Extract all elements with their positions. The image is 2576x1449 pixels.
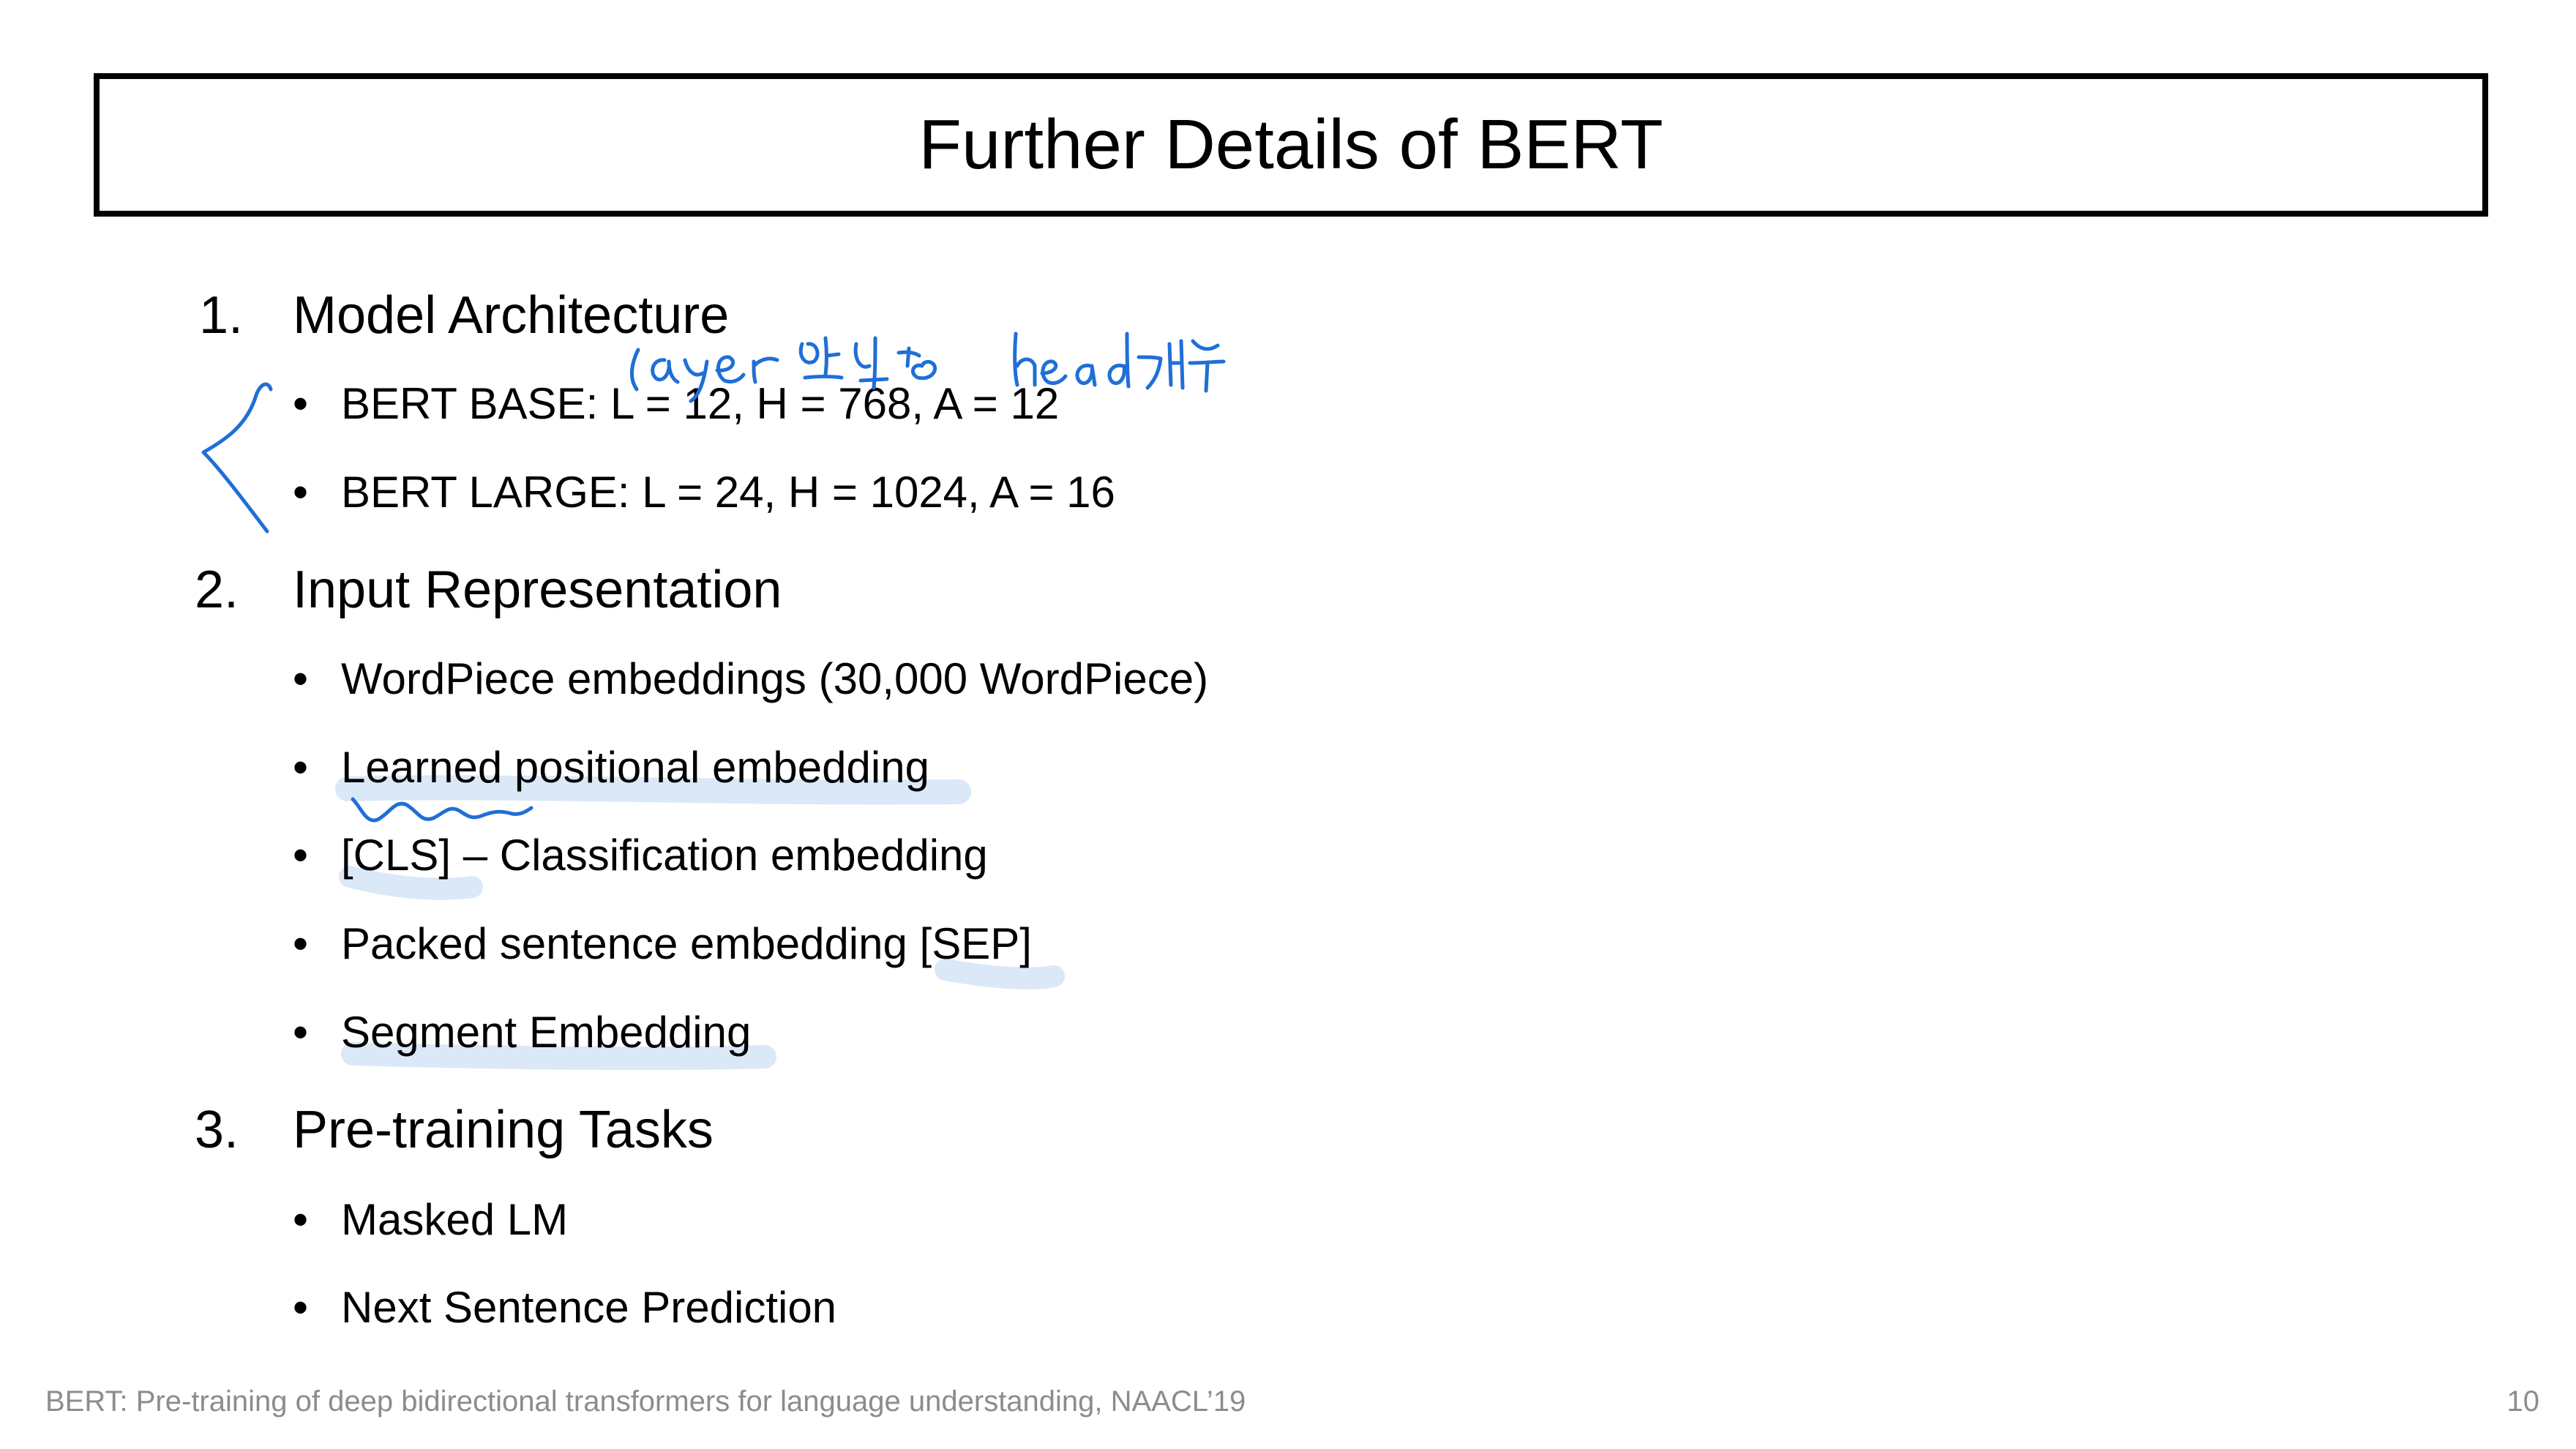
section-label-input-representation: Input Representation xyxy=(293,561,782,619)
bullet-dot: • xyxy=(293,1008,309,1057)
bullet-packed-sentence-embedding: Packed sentence embedding [SEP] xyxy=(341,919,1032,968)
section-number-2: 2. xyxy=(195,561,239,619)
section-number-3: 3. xyxy=(195,1101,239,1159)
bullet-masked-lm: Masked LM xyxy=(341,1195,569,1244)
squiggle-underline-learned xyxy=(353,799,531,820)
bullet-segment-embedding: Segment Embedding xyxy=(341,1008,752,1057)
section-label-model-architecture: Model Architecture xyxy=(293,286,730,345)
section-label-pre-training-tasks: Pre-training Tasks xyxy=(293,1101,714,1159)
footer-citation: BERT: Pre-training of deep bidirectional transformers for language understanding, NAACL’19 xyxy=(45,1385,1246,1418)
bullet-learned-positional-embedding: Learned positional embedding xyxy=(341,743,929,792)
bullet-cls-embedding: [CLS] – Classification embedding xyxy=(341,831,988,880)
bullet-dot: • xyxy=(293,468,309,517)
bullet-dot: • xyxy=(293,919,309,968)
highlight-sep xyxy=(946,970,1054,978)
curly-brace-annotation xyxy=(203,384,271,531)
bullet-wordpiece-embeddings: WordPiece embeddings (30,000 WordPiece) xyxy=(341,654,1209,703)
bullet-dot: • xyxy=(293,1283,309,1332)
slide-title: Further Details of BERT xyxy=(918,105,1663,184)
bullet-bert-large: BERT LARGE: L = 24, H = 1024, A = 16 xyxy=(341,468,1115,517)
bullet-dot: • xyxy=(293,379,309,428)
bullet-dot: • xyxy=(293,654,309,703)
page-number: 10 xyxy=(2506,1385,2539,1418)
bullet-dot: • xyxy=(293,743,309,792)
bullet-bert-base: BERT BASE: L = 12, H = 768, A = 12 xyxy=(341,379,1060,428)
title-box xyxy=(94,73,2488,217)
bullet-next-sentence-prediction: Next Sentence Prediction xyxy=(341,1283,837,1332)
bullet-dot: • xyxy=(293,831,309,880)
bullet-dot: • xyxy=(293,1195,309,1244)
section-number-1: 1. xyxy=(199,286,244,345)
